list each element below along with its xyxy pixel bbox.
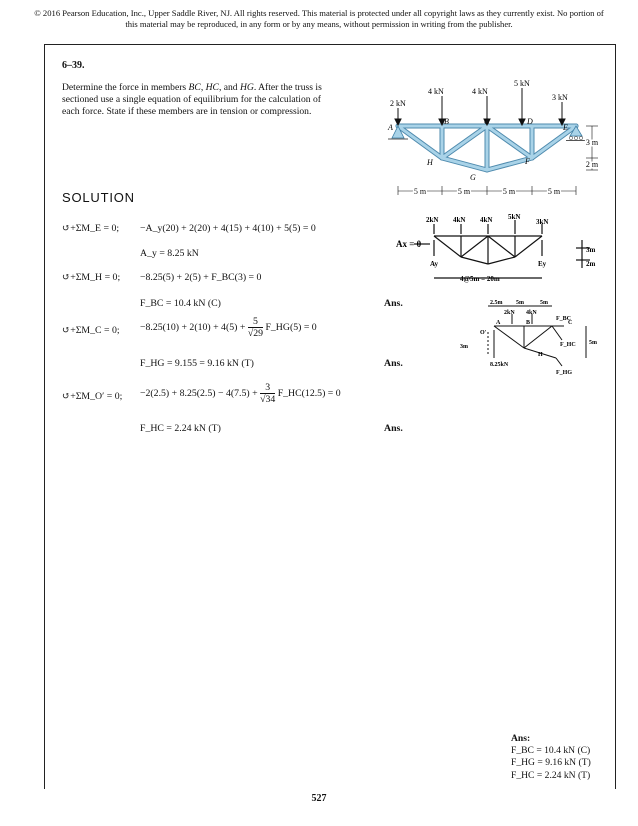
sketch-dim: 5m — [516, 300, 524, 306]
problem-number: 6–39. — [62, 60, 85, 71]
load-label: 5 kN — [514, 79, 530, 88]
sketch-label: B — [526, 320, 531, 326]
equation: F_HC = 2.24 kN (T) — [140, 423, 221, 434]
answer-line: F_HG = 9.16 kN (T) — [511, 757, 591, 769]
sketch-label: H — [538, 352, 543, 358]
sketch-force: F_HG — [556, 370, 572, 376]
equation: −A_y(20) + 2(20) + 4(15) + 4(10) + 5(5) = 0 — [140, 223, 316, 234]
equation-label: ↺+ΣM_C = 0; — [62, 325, 120, 336]
sketch-load: 2kN — [504, 310, 515, 316]
height-label: 3 m — [585, 138, 599, 147]
load-label: 4 kN — [472, 87, 488, 96]
sketch-load: 2kN — [426, 216, 439, 224]
sketch-load: 4kN — [453, 216, 466, 224]
joint-label: D — [527, 117, 533, 126]
joint-label: B — [444, 117, 449, 126]
load-label: 3 kN — [552, 93, 568, 102]
equation: F_HG = 9.155 = 9.16 kN (T) — [140, 358, 254, 369]
equation: −8.25(5) + 2(5) + F_BC(3) = 0 — [140, 272, 262, 283]
answer-line: F_BC = 10.4 kN (C) — [511, 745, 591, 757]
sketch-height: 3m — [586, 246, 596, 254]
sketch-dim: 5m — [589, 340, 597, 346]
sketch-dim: 3m — [460, 344, 468, 350]
equation-label: ↺+ΣM_O′ = 0; — [62, 391, 123, 402]
joint-label: G — [470, 173, 476, 182]
sketch-ax: Ax = 0 — [396, 239, 422, 249]
height-label: 2 m — [585, 160, 599, 169]
equation-label: ↺+ΣM_H = 0; — [62, 272, 121, 283]
joint-label: C — [484, 117, 490, 126]
sketch-span: 4@5m = 20m — [460, 275, 500, 283]
copyright-notice: © 2016 Pearson Education, Inc., Upper Saddle River, NJ. All rights reserved. This material is protected under all copyright laws as they currently exist. No portion of this material may be reproduced, in any form or by any means, without permission in writing from the publisher. — [34, 8, 604, 29]
problem-statement: Determine the force in members BC, HC, and HG. After the truss is sectioned use a single equation of equilibrium for the calculation of each force. State if these members are in tension or compression. — [62, 82, 322, 117]
sketch-height: 2m — [586, 260, 596, 268]
sketch-force: F_BC — [556, 316, 571, 322]
answer-summary — [511, 733, 591, 782]
equation: −8.25(10) + 2(10) + 4(5) + $\frac{5}{√29}$ F_HG(5) = 0 — [140, 316, 317, 339]
dimension-label: 5 m — [413, 187, 427, 196]
equation: −2(2.5) + 8.25(2.5) − 4(7.5) + $\frac{3}{√34}$ F_HC(12.5) = 0 — [140, 382, 341, 405]
fbd-sketch-full-truss — [392, 212, 602, 292]
fbd-sketch-section — [452, 296, 602, 378]
sketch-ay: Ay — [430, 260, 439, 268]
equation-label: ↺+ΣM_E = 0; — [62, 223, 120, 234]
answer-marker: Ans. — [384, 423, 403, 434]
load-label: 2 kN — [390, 99, 406, 108]
answer-marker: Ans. — [384, 358, 403, 369]
equation: A_y = 8.25 kN — [140, 248, 199, 259]
sketch-label: A — [496, 320, 501, 326]
page-number: 527 — [311, 793, 327, 804]
equation: F_BC = 10.4 kN (C) — [140, 298, 221, 309]
joint-label: A — [388, 123, 393, 132]
joint-label: H — [427, 158, 433, 167]
truss-figure — [380, 78, 606, 202]
joint-label: E — [563, 123, 568, 132]
sketch-load: 4kN — [526, 310, 537, 316]
sketch-load: 5kN — [508, 213, 521, 221]
sketch-dim: 2.5m — [490, 300, 503, 306]
sketch-load: 3kN — [536, 218, 549, 226]
answer-summary-title: Ans: — [511, 733, 531, 744]
joint-label: F — [525, 157, 530, 166]
answer-marker: Ans. — [384, 298, 403, 309]
sketch-load: 4kN — [480, 216, 493, 224]
sketch-dim: 5m — [540, 300, 548, 306]
dimension-label: 5 m — [457, 187, 471, 196]
answer-line: F_HC = 2.24 kN (T) — [511, 769, 591, 781]
sketch-label: C — [568, 320, 573, 326]
load-label: 4 kN — [428, 87, 444, 96]
sketch-label: O′ — [480, 330, 487, 336]
dimension-label: 5 m — [502, 187, 516, 196]
solution-heading: SOLUTION — [62, 190, 135, 205]
sketch-force: F_HC — [560, 342, 576, 348]
dimension-label: 5 m — [547, 187, 561, 196]
sketch-reaction: 8.25kN — [490, 362, 509, 368]
sketch-ey: Ey — [538, 260, 547, 268]
